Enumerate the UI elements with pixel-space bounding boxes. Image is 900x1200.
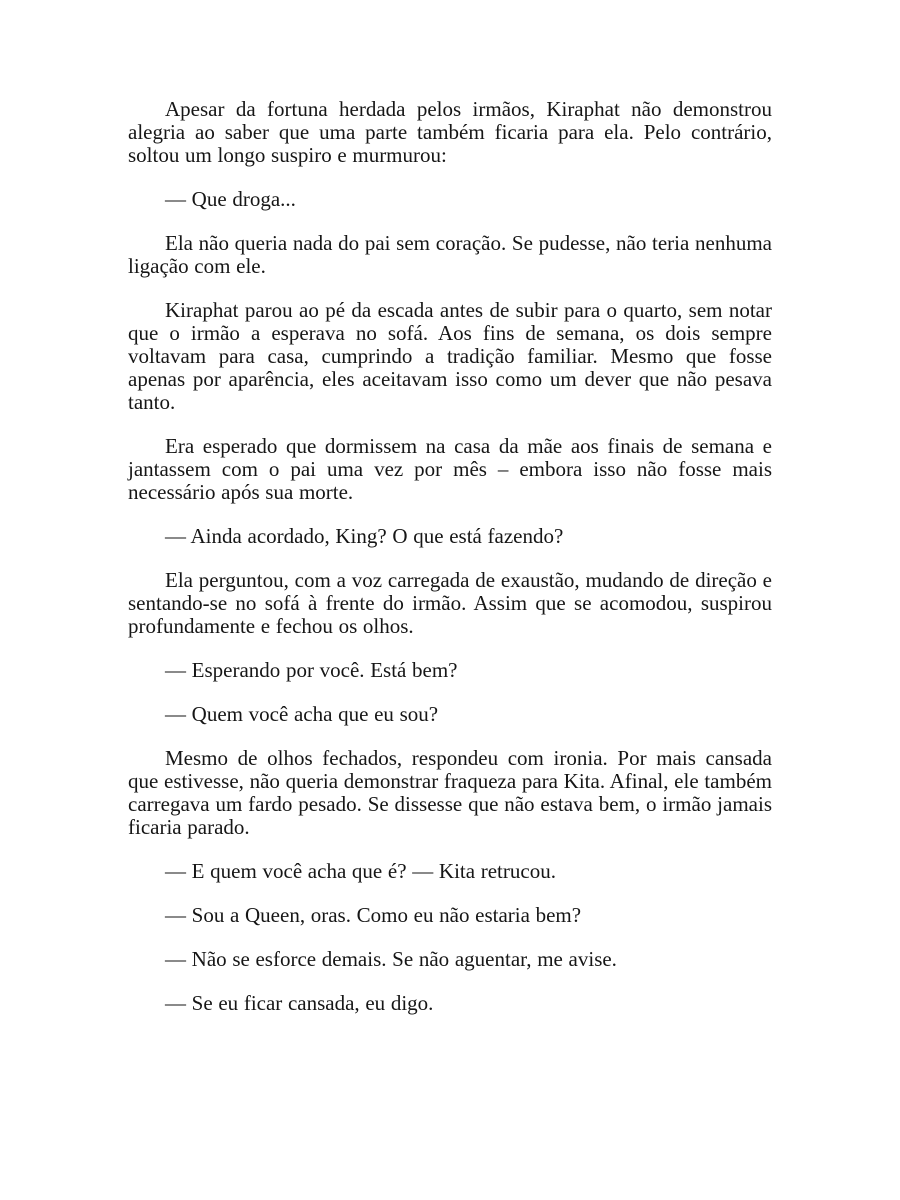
paragraph-narration-5: Ela perguntou, com a voz carregada de exaustão, mudando de direção e sentando-se no sofá à frente do irmão. Assim que se acomodou, suspirou profundamente e fechou os olhos. [128,568,772,638]
paragraph-narration-1: Apesar da fortuna herdada pelos irmãos, Kiraphat não demonstrou alegria ao saber que uma parte também ficaria para ela. Pelo contrário, soltou um longo suspiro e murmurou: [128,97,772,167]
paragraph-dialogue-8: — Se eu ficar cansada, eu digo. [165,991,434,1015]
paragraph-dialogue-3: — Esperando por você. Está bem? [165,658,458,682]
paragraph-narration-4: Era esperado que dormissem na casa da mãe aos finais de semana e jantassem com o pai uma vez por mês – embora isso não fosse mais necessário após sua morte. [128,434,772,504]
paragraph-dialogue-5: — E quem você acha que é? — Kita retrucou. [165,859,556,883]
paragraph-narration-6: Mesmo de olhos fechados, respondeu com ironia. Por mais cansada que estivesse, não queria demonstrar fraqueza para Kita. Afinal, ele também carregava um fardo pesado. Se dissesse que não estava bem, o irmão jamais ficaria parado. [128,746,772,839]
paragraph-narration-3: Kiraphat parou ao pé da escada antes de subir para o quarto, sem notar que o irmão a esperava no sofá. Aos fins de semana, os dois sempre voltavam para casa, cumprindo a tradição familiar. Mesmo que fosse apenas por aparência, eles aceitavam isso como um dever que não pesava tanto. [128,298,772,414]
paragraph-narration-2: Ela não queria nada do pai sem coração. Se pudesse, não teria nenhuma ligação com ele. [128,231,772,278]
paragraph-dialogue-6: — Sou a Queen, oras. Como eu não estaria bem? [165,903,582,927]
paragraph-dialogue-2: — Ainda acordado, King? O que está fazendo? [165,524,564,548]
paragraph-dialogue-7: — Não se esforce demais. Se não aguentar, me avise. [165,947,617,971]
paragraph-dialogue-1: — Que droga... [165,187,296,211]
paragraph-dialogue-4: — Quem você acha que eu sou? [165,702,439,726]
